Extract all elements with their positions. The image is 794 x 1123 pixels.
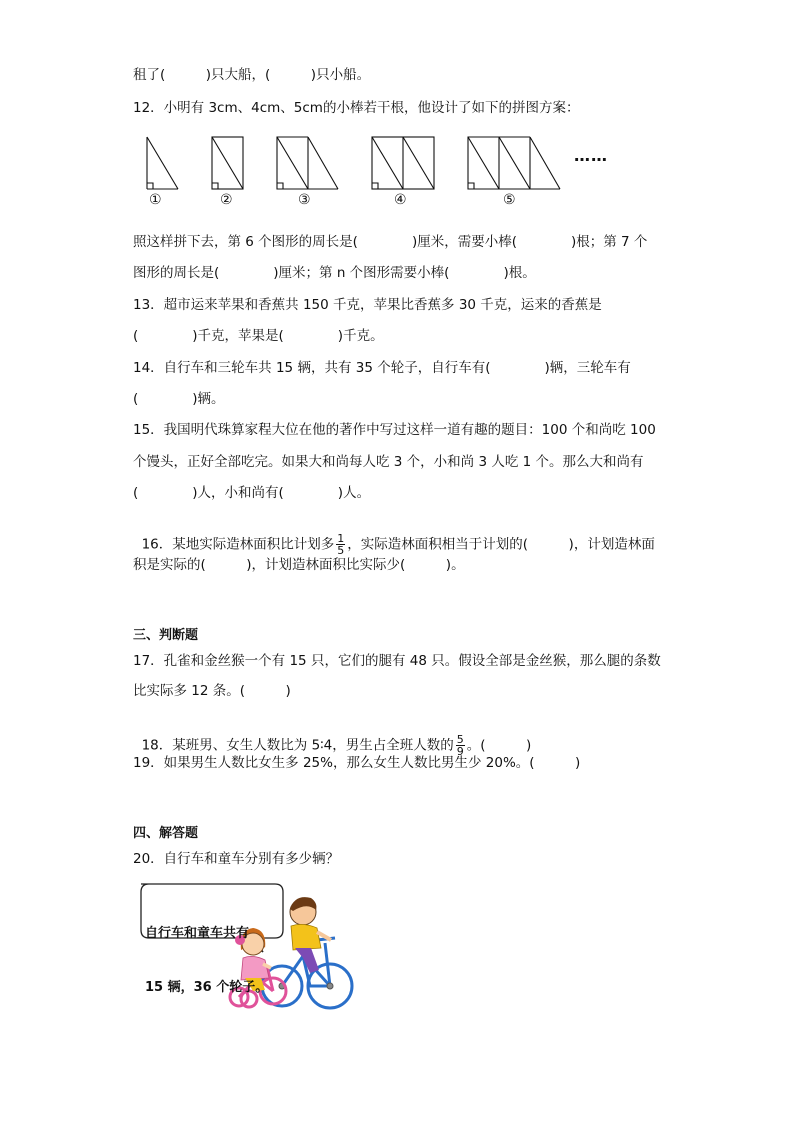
bubble-line-1: 自行车和童车共有 bbox=[145, 926, 250, 941]
section-3-title: 三、判断题 bbox=[133, 628, 199, 643]
figure-label-4: ④ bbox=[394, 192, 407, 208]
q18-frac-den: 9 bbox=[456, 745, 464, 758]
stick-figure-5 bbox=[468, 137, 560, 189]
q20-stem: 20．自行车和童车分别有多少辆？ bbox=[133, 851, 340, 867]
figure-label-1: ① bbox=[149, 192, 162, 208]
stick-figure-3 bbox=[277, 137, 338, 189]
q15-line1: 15．我国明代珠算家程大位在他的著作中写过这样一道有趣的题目：100 个和尚吃 100 bbox=[133, 422, 656, 438]
q16-pre: 16．某地实际造林面积比计划多 bbox=[141, 536, 335, 553]
q18-pre: 18．某班男、女生人数比为 5∶4，男生占全班人数的 bbox=[141, 737, 454, 754]
ellipsis: …… bbox=[574, 146, 608, 165]
bubble-line-2: 15 辆，36 个轮子。 bbox=[145, 980, 269, 995]
q12-line1: 照这样拼下去，第 6 个图形的周长是( )厘米，需要小棒( )根；第 7 个 bbox=[133, 234, 648, 250]
stick-figure-2 bbox=[212, 137, 243, 189]
q18-line bbox=[133, 716, 531, 757]
q17-line2: 比实际多 12 条。( ) bbox=[133, 683, 291, 699]
q16-frac-num: 1 bbox=[337, 532, 345, 545]
q16-line2: 积是实际的( )，计划造林面积比实际少( )。 bbox=[133, 557, 465, 573]
q16-fraction bbox=[336, 533, 345, 556]
q13-line1: 13．超市运来苹果和香蕉共 150 千克，苹果比香蕉多 30 千克，运来的香蕉是 bbox=[133, 297, 602, 313]
q11-continuation: 租了( )只大船，( )只小船。 bbox=[133, 67, 371, 83]
q12-line2: 图形的周长是( )厘米；第 n 个图形需要小棒( )根。 bbox=[133, 265, 536, 281]
stick-figure-4 bbox=[372, 137, 434, 189]
figure-label-2: ② bbox=[220, 192, 233, 208]
q14-line1: 14．自行车和三轮车共 15 辆，共有 35 个轮子，自行车有( )辆，三轮车有 bbox=[133, 360, 631, 376]
q16-frac-den: 5 bbox=[337, 544, 345, 557]
section-4-title: 四、解答题 bbox=[133, 826, 199, 841]
speech-bubble-text bbox=[145, 889, 268, 1015]
q17-line1: 17．孔雀和金丝猴一个有 15 只，它们的腿有 48 只。假设全部是金丝猴，那么腿的条数 bbox=[133, 653, 661, 669]
q18-post: 。( ) bbox=[466, 737, 532, 754]
figure-label-3: ③ bbox=[298, 192, 311, 208]
q19-line: 19．如果男生人数比女生多 25%，那么女生人数比男生少 20%。( ) bbox=[133, 755, 581, 771]
q15-line3: ( )人，小和尚有( )人。 bbox=[133, 485, 371, 501]
q14-line2: ( )辆。 bbox=[133, 391, 225, 407]
figure-label-5: ⑤ bbox=[503, 192, 516, 208]
boy-figure bbox=[290, 897, 331, 973]
q15-line2: 个馒头，正好全部吃完。如果大和尚每人吃 3 个，小和尚 3 人吃 1 个。那么大和尚有 bbox=[133, 454, 644, 470]
q16-post: ，实际造林面积相当于计划的( )，计划造林面 bbox=[347, 536, 655, 553]
q18-frac-num: 5 bbox=[456, 733, 464, 746]
q13-line2: ( )千克，苹果是( )千克。 bbox=[133, 328, 384, 344]
q12-stem: 12．小明有 3cm、4cm、5cm的小棒若干根，他设计了如下的拼图方案： bbox=[133, 100, 580, 116]
q16-line1 bbox=[133, 515, 655, 556]
stick-figure-1 bbox=[147, 137, 178, 189]
